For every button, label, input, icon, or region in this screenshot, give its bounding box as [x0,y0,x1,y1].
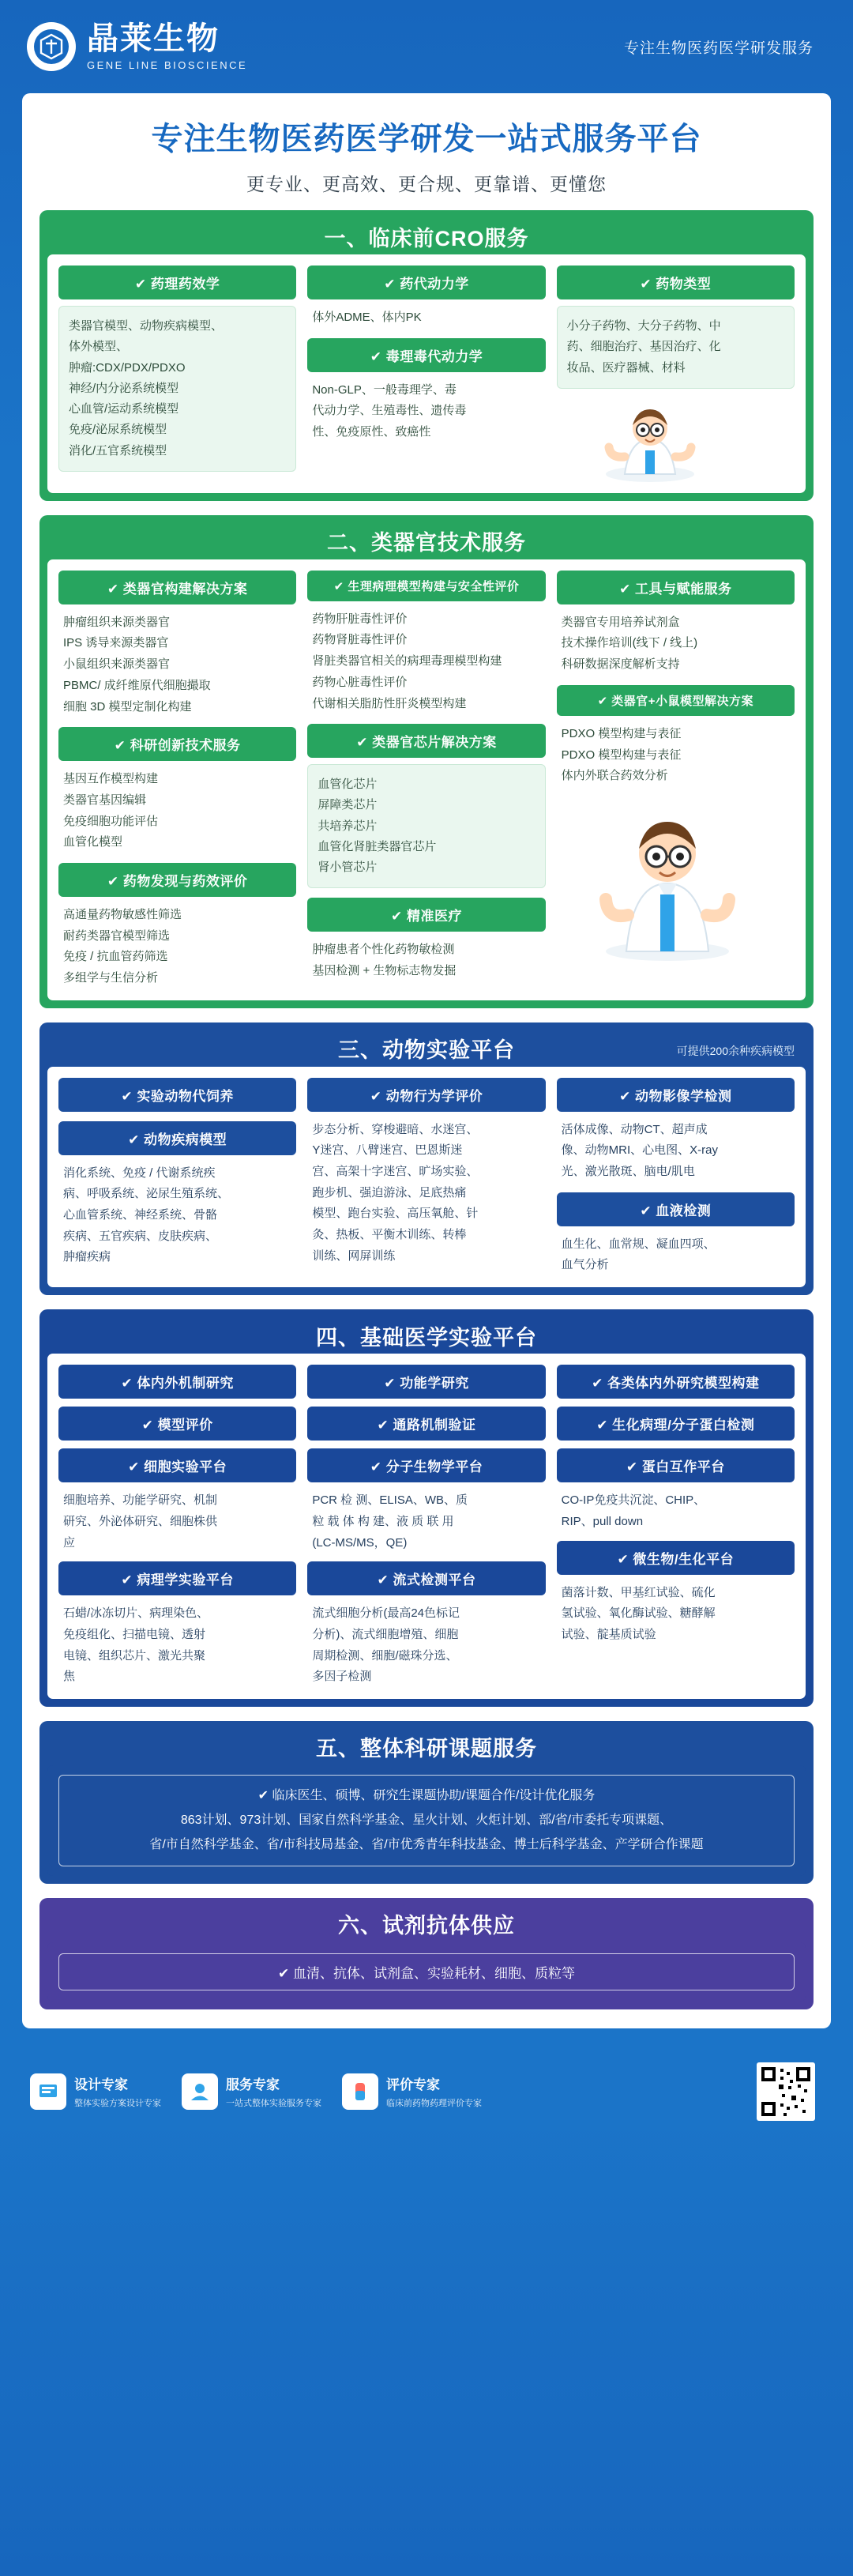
card-line: 免疫/泌尿系统模型 [69,423,167,437]
section-2-title: 二、类器官技术服务 [327,531,526,555]
card-title: ✔ 流式检测平台 [307,1561,545,1595]
card-line: 肾小管芯片 [318,861,378,875]
card-model-construction[interactable]: ✔ 各类体内外研究模型构建 [557,1365,795,1399]
card-tools-enable[interactable] [557,571,795,676]
card-drug-types[interactable] [557,266,795,482]
card-pk[interactable] [307,266,545,329]
card-cell-platform[interactable] [58,1448,296,1554]
card-line: 体内外联合药效分析 [561,769,668,783]
section-5-head [47,1729,806,1765]
card-line: 药物肝脏毒性评价 [312,612,408,626]
card-model-evaluation[interactable]: ✔ 模型评价 [58,1407,296,1441]
card-line: 体外模型、 [69,340,129,354]
card-body [58,1162,296,1268]
card-line: 病、呼吸系统、泌尿生殖系统、 [63,1187,230,1201]
card-line: PCR 检 测、ELISA、WB、质 [312,1493,468,1508]
top-header [22,0,831,93]
card-line: 血生化、血常规、凝血四项、 [561,1237,716,1251]
card-molecular-biology[interactable] [307,1448,545,1554]
card-line: 跑步机、强迫游泳、足底热痛 [312,1185,467,1199]
card-functional-research[interactable]: ✔ 功能学研究 [307,1365,545,1399]
section-6-head [47,1906,806,1942]
section-5-line: 863计划、973计划、国家自然科学基金、星火计划、火炬计划、部/省/市委托专项课题、 [180,1813,673,1828]
section-3-note: 可提供200余种疾病模型 [676,1044,795,1057]
section-organoid [39,515,814,1008]
card-line: RIP、pull down [561,1514,644,1528]
section-2-col-2 [307,571,545,989]
card-line: 消化系统、免疫 / 代谢系统疾 [63,1166,216,1180]
card-title: ✔ 毒理毒代动力学 [307,338,545,372]
section-4-col-2 [307,1365,545,1688]
card-line: 多组学与生信分析 [63,971,159,985]
card-line: 周期检测、细胞/磁珠分选、 [312,1648,458,1663]
card-line: 妆品、医疗器械、材料 [566,360,686,375]
card-line: 基因检测 + 生物标志物发掘 [312,964,457,978]
card-title: ✔ 精准医疗 [307,898,545,932]
card-line: Y迷宫、八臂迷宫、巴恩斯迷 [312,1143,463,1158]
card-body [557,722,795,787]
card-animal-imaging[interactable] [557,1078,795,1183]
card-title: ✔ 工具与赋能服务 [557,571,795,604]
card-line: (LC-MS/MS，QE) [312,1535,408,1550]
section-3-col-3 [557,1078,795,1276]
footer-title: 服务专家 [226,2077,280,2092]
card-body [557,1581,795,1646]
card-title: ✔ 动物影像学检测 [557,1078,795,1112]
card-line: 屏障类芯片 [318,798,378,812]
brand-name-en: GENE LINE BIOSCIENCE [87,59,248,71]
card-line: 体外ADME、体内PK [312,311,422,324]
footer-title: 评价专家 [386,2077,440,2092]
card-organoid-construction[interactable] [58,571,296,717]
card-line: 活体成像、动物CT、超声成 [561,1122,708,1136]
card-line: 细胞培养、功能学研究、机制 [63,1493,218,1508]
card-title: ✔ 类器官+小鼠模型解决方案 [557,685,795,716]
card-line: 药物肾脏毒性评价 [312,633,408,647]
page-subtitle: 更专业、更高效、更合规、更靠谱、更懂您 [246,174,607,194]
card-animal-disease-model[interactable] [58,1121,296,1268]
card-body [557,611,795,676]
footer-title: 设计专家 [74,2077,128,2092]
card-line: 血气分析 [561,1258,609,1272]
section-5-line: ✔ 临床医生、硕博、研究生课题协助/课题合作/设计优化服务 [257,1788,596,1802]
card-line: 光、激光散斑、脑电/肌电 [561,1165,695,1179]
section-3-title: 三、动物实验平台 [338,1038,515,1063]
card-protein-interaction[interactable] [557,1448,795,1532]
section-6-title: 六、试剂抗体供应 [338,1914,515,1938]
card-line: 焦 [63,1670,76,1684]
brand-name-cn: 晶莱生物 [87,21,220,56]
footer-item-evaluate[interactable] [342,2073,482,2110]
main-board [22,93,831,2028]
card-research-innovation[interactable] [58,727,296,853]
card-line: 应 [63,1535,76,1550]
card-line: 像、动物MRI、心电图、X-ray [561,1143,718,1158]
card-body [307,378,545,443]
card-title: ✔ 蛋白互作平台 [557,1448,795,1482]
card-line: 宫、高架十字迷宫、旷场实验、 [312,1165,479,1179]
card-microbiology-platform[interactable] [557,1541,795,1646]
card-line: PDXO 模型构建与表征 [561,726,682,740]
card-line: 模型、跑台实验、高压氧舱、针 [312,1207,479,1221]
section-5-title: 五、整体科研课题服务 [316,1737,537,1761]
card-body [307,938,545,981]
design-icon [30,2073,66,2110]
card-title: ✔ 药物类型 [557,266,795,299]
card-line: 小鼠组织来源类器官 [63,657,171,672]
evaluate-icon [342,2073,378,2110]
card-line: 肾脏类器官相关的病理毒理模型构建 [312,654,502,668]
card-title: ✔ 实验动物代饲养 [58,1078,296,1112]
section-1-col-1 [58,266,296,482]
section-4-col-3 [557,1365,795,1688]
card-body [307,1118,545,1267]
card-line: 氢试验、氧化酶试验、糖酵解 [561,1606,716,1621]
card-line: 消化/五官系统模型 [69,443,167,458]
section-2-body [47,559,806,1000]
section-1-body [47,254,806,493]
card-line: 肿瘤:CDX/PDX/PDXO [69,360,186,375]
card-title: ✔ 药物发现与药效评价 [58,863,296,897]
brand [27,22,247,71]
card-biochem-protein-test[interactable]: ✔ 生化病理/分子蛋白检测 [557,1407,795,1441]
card-title: ✔ 病理学实验平台 [58,1561,296,1595]
card-line: PDXO 模型构建与表征 [561,748,682,762]
card-line: 电镜、组织芯片、激光共聚 [63,1648,206,1663]
section-2-head [47,523,806,559]
card-title: ✔ 药代动力学 [307,266,545,299]
card-line: 性、免疫原性、致癌性 [312,425,431,439]
card-line: 免疫组化、扫描电镜、透射 [63,1627,206,1641]
card-title: ✔ 生理病理模型构建与安全性评价 [307,571,545,601]
card-line: 多因子检测 [312,1670,372,1684]
card-line: 科研数据深度解析支持 [561,657,680,672]
card-title: ✔ 类器官构建解决方案 [58,571,296,604]
card-body [307,306,545,329]
card-line: 药、细胞治疗、基因治疗、化 [566,340,721,354]
card-body [307,1489,545,1554]
card-line: 药物心脏毒性评价 [312,675,408,689]
card-body [58,1602,296,1688]
footer-desc: 一站式整体实验服务专家 [226,2099,321,2108]
card-line: 技术操作培训(线下 / 线上) [561,636,698,650]
card-behavior-evaluation[interactable] [307,1078,545,1267]
card-line: 灸、热板、平衡木训练、转棒 [312,1228,467,1242]
card-flow-cytometry[interactable] [307,1561,545,1688]
card-body [557,1118,795,1183]
card-line: 血管化模型 [63,835,123,849]
service-icon [182,2073,218,2110]
card-body [58,611,296,717]
card-line: 代动力学、生殖毒性、遗传毒 [312,404,467,418]
card-line: IPS 诱导来源类器官 [63,636,169,650]
card-pathway-validation[interactable]: ✔ 通路机制验证 [307,1407,545,1441]
card-line: 代谢相关脂肪性肝炎模型构建 [312,696,467,710]
card-line: 类器官基因编辑 [63,793,147,807]
section-3-col-1 [58,1078,296,1276]
section-6-body [47,1942,806,2002]
card-line: 疾病、五官疾病、皮肤疾病、 [63,1229,218,1243]
card-line: 粒 载 体 构 建、液 质 联 用 [312,1514,454,1528]
section-4-col-1 [58,1365,296,1688]
card-title: ✔ 微生物/生化平台 [557,1541,795,1575]
card-toxicology[interactable] [307,338,545,443]
card-drug-discovery[interactable] [58,863,296,989]
footer-item-design[interactable] [30,2073,161,2110]
card-body [307,608,545,714]
card-line: 免疫 / 抗血管药筛选 [63,950,168,964]
card-line: CO-IP免疫共沉淀、CHIP、 [561,1493,706,1508]
card-line: 小分子药物、大分子药物、中 [566,319,721,333]
section-5-body [47,1765,806,1876]
card-body [307,1602,545,1688]
card-pathology-platform[interactable] [58,1561,296,1688]
card-line: 耐药类器官模型筛选 [63,928,171,943]
card-title: ✔ 药理药效学 [58,266,296,299]
card-line: 高通量药物敏感性筛选 [63,907,182,921]
card-title: ✔ 血液检测 [557,1192,795,1226]
mascot-scientist-icon [557,395,795,482]
section-3-col-2 [307,1078,545,1276]
card-body [58,767,296,853]
card-body [58,306,296,472]
card-line: 血管化肾脏类器官芯片 [318,839,437,853]
card-line: 神经/内分泌系统模型 [69,381,179,395]
card-line: 肿瘤疾病 [63,1250,111,1264]
page-title: 专注生物医药医学研发一站式服务平台 [151,122,702,156]
card-title: ✔ 科研创新技术服务 [58,727,296,761]
footer [22,2041,831,2142]
card-line: 研究、外泌体研究、细胞株供 [63,1514,218,1528]
card-line: 肿瘤患者个性化药物敏检测 [312,943,455,957]
card-line: 训练、网屏训练 [312,1248,396,1263]
section-3-body [47,1067,806,1287]
card-line: 肿瘤组织来源类器官 [63,615,171,629]
card-in-vivo-vitro-mechanism[interactable]: ✔ 体内外机制研究 [58,1365,296,1399]
card-line: PBMC/ 成纤维原代细胞撮取 [63,678,211,692]
card-line: 流式细胞分析(最高24色标记 [312,1606,460,1621]
section-reagent-supply [39,1898,814,2009]
card-animal-housing[interactable] [58,1078,296,1112]
card-line: 共培养芯片 [318,819,378,833]
section-2-col-3 [557,571,795,989]
section-basic-medicine [39,1309,814,1707]
card-line: 免疫细胞功能评估 [63,814,159,828]
card-line: 试验、靛基质试验 [561,1627,656,1641]
card-title: ✔ 细胞实验平台 [58,1448,296,1482]
card-body [58,1489,296,1554]
card-line: 步态分析、穿梭避暗、水迷宫、 [312,1122,479,1136]
card-physio-patho-model[interactable] [307,571,545,714]
card-title: ✔ 动物疾病模型 [58,1121,296,1155]
card-blood-test[interactable] [557,1192,795,1276]
section-research-topic [39,1721,814,1884]
section-4-title: 四、基础医学实验平台 [316,1325,537,1350]
section-4-head [47,1317,806,1354]
card-body [58,903,296,989]
logo-icon [27,22,76,71]
section-1-title: 一、临床前CRO服务 [324,226,529,250]
card-pharmacology[interactable] [58,266,296,472]
footer-desc: 整体实验方案设计专家 [74,2099,161,2108]
card-line: 心血管系统、神经系统、骨骼 [63,1208,218,1222]
card-body [557,1489,795,1532]
card-line: 心血管/运动系统模型 [69,402,179,416]
section-1-col-3 [557,266,795,482]
header-slogan: 专注生物医药医学研发服务 [623,40,814,57]
mascot-doctor-icon [557,797,795,962]
card-line: 石蜡/冰冻切片、病理染色、 [63,1606,209,1621]
footer-item-service[interactable] [182,2073,321,2110]
card-line: 类器官专用培养试剂盒 [561,615,680,629]
section-animal-platform [39,1022,814,1295]
section-1-head [47,218,806,254]
card-line: 类器官模型、动物疾病模型、 [69,319,224,333]
section-preclinical-cro [39,210,814,501]
section-3-head [47,1030,806,1067]
card-body [307,764,545,888]
qr-code[interactable] [757,2062,815,2121]
card-body [557,1233,795,1276]
card-line: 分析)、流式细胞增殖、细胞 [312,1627,459,1641]
card-line: 菌落计数、甲基红试验、硫化 [561,1585,716,1599]
card-title: ✔ 动物行为学评价 [307,1078,545,1112]
card-body [557,306,795,389]
card-precision-medicine[interactable] [307,898,545,981]
card-title: ✔ 分子生物学平台 [307,1448,545,1482]
section-2-col-1 [58,571,296,989]
section-4-body [47,1354,806,1699]
footer-desc: 临床前药物药理评价专家 [386,2099,482,2108]
section-1-col-2 [307,266,545,482]
card-line: 细胞 3D 模型定制化构建 [63,699,192,714]
card-line: 基因互作模型构建 [63,772,159,786]
section-5-line: 省/市自然科学基金、省/市科技局基金、省/市优秀青年科技基金、博士后科学基金、产学研合作课题 [149,1838,704,1852]
section-6-line: ✔ 血清、抗体、试剂盒、实验耗材、细胞、质粒等 [278,1965,575,1981]
card-organoid-chip[interactable] [307,724,545,888]
card-organoid-mouse[interactable] [557,685,795,787]
card-title: ✔ 类器官芯片解决方案 [307,724,545,758]
card-line: Non-GLP、一般毒理学、毒 [312,382,457,397]
card-line: 血管化芯片 [318,778,378,792]
